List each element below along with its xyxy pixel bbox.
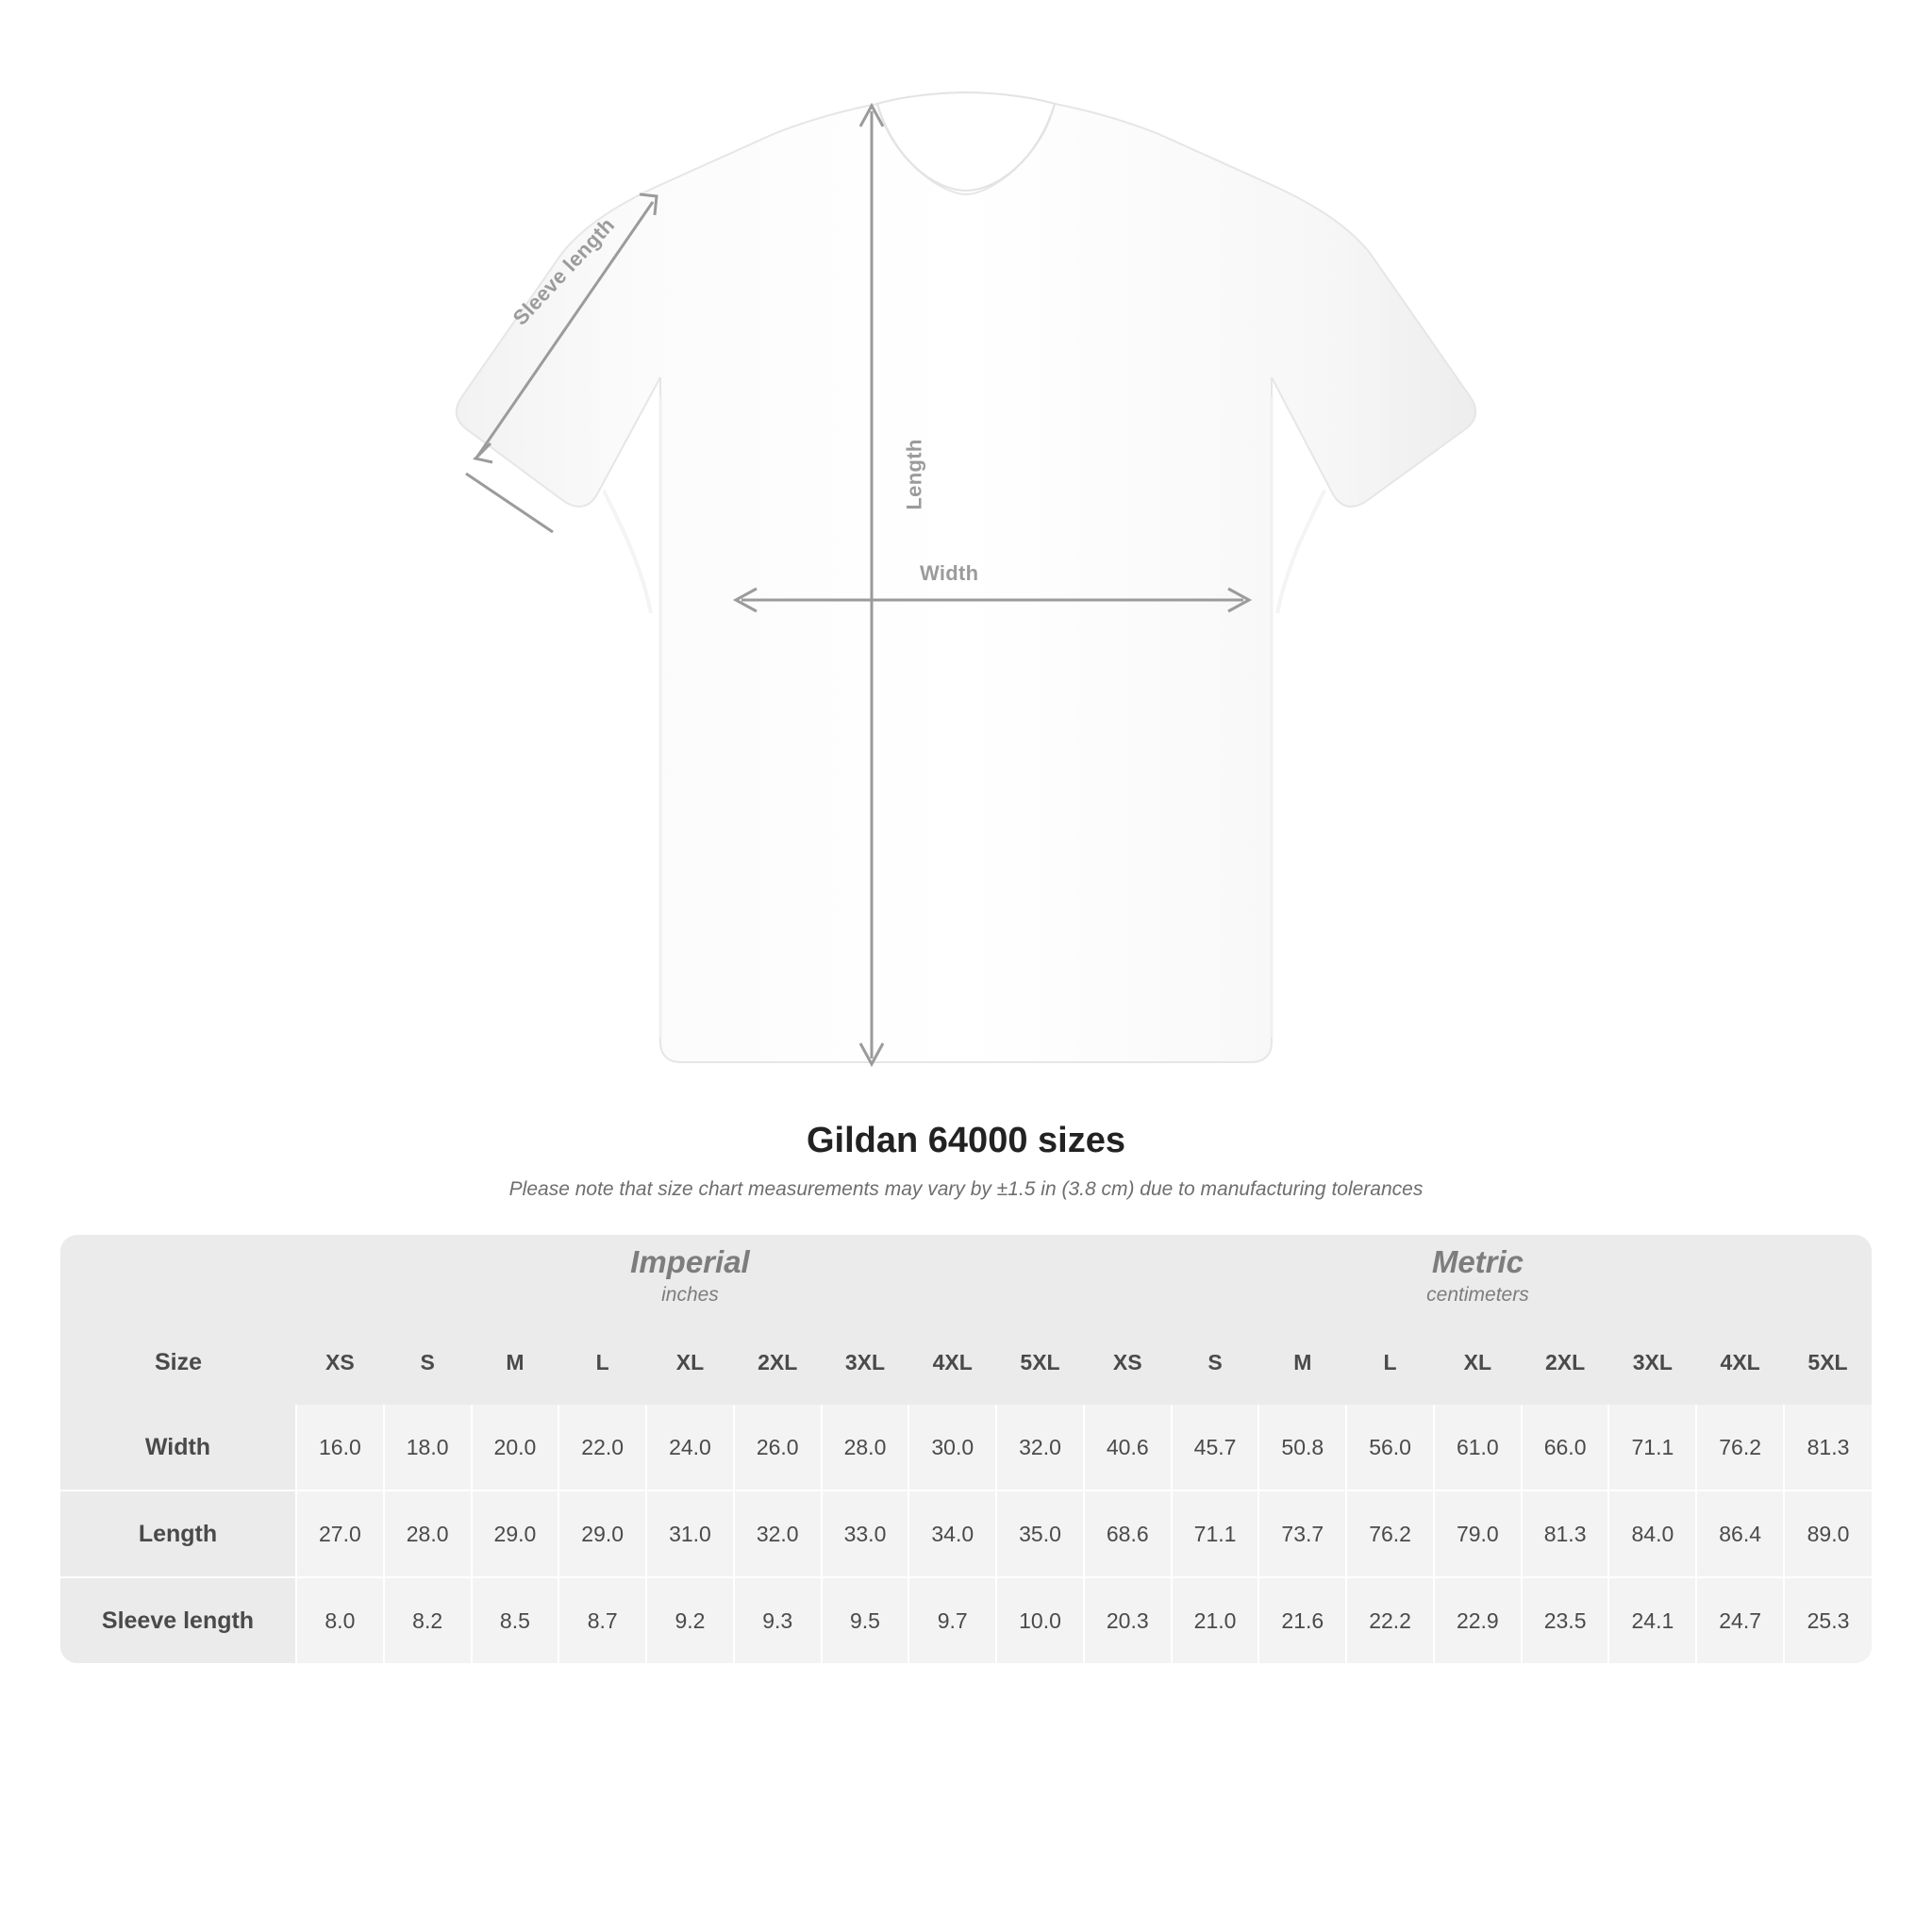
- table-row: [60, 1577, 1872, 1663]
- column-header-metric-xl: XL: [1434, 1320, 1522, 1405]
- unit-group-metric-name: Metric: [1431, 1244, 1524, 1280]
- table-cell: 24.1: [1608, 1577, 1696, 1663]
- table-cell: 71.1: [1608, 1405, 1696, 1491]
- table-cell: 81.3: [1784, 1405, 1872, 1491]
- table-body: [60, 1405, 1872, 1663]
- table-cell: 25.3: [1784, 1577, 1872, 1663]
- table-cell: 79.0: [1434, 1491, 1522, 1577]
- column-header-imperial-5xl: 5XL: [996, 1320, 1084, 1405]
- table-cell: 29.0: [558, 1491, 646, 1577]
- table-cell: 89.0: [1784, 1491, 1872, 1577]
- column-header-metric-3xl: 3XL: [1608, 1320, 1696, 1405]
- table-cell: 30.0: [908, 1405, 996, 1491]
- unit-row-spacer: [60, 1235, 296, 1320]
- table-cell: 9.7: [908, 1577, 996, 1663]
- table-cell: 32.0: [734, 1491, 822, 1577]
- unit-group-row: [60, 1235, 1872, 1320]
- column-header-imperial-4xl: 4XL: [908, 1320, 996, 1405]
- row-header: Width: [60, 1405, 296, 1491]
- table-cell: 24.7: [1696, 1577, 1784, 1663]
- table-row: [60, 1491, 1872, 1577]
- table-cell: 56.0: [1346, 1405, 1434, 1491]
- table-cell: 71.1: [1172, 1491, 1259, 1577]
- table-cell: 68.6: [1084, 1491, 1172, 1577]
- sleeve-length-label: Sleeve length: [508, 212, 620, 330]
- unit-group-imperial: [296, 1235, 1084, 1320]
- column-header-imperial-m: M: [472, 1320, 559, 1405]
- title-block: [0, 1121, 1932, 1201]
- table-row: [60, 1405, 1872, 1491]
- column-header-metric-m: M: [1258, 1320, 1346, 1405]
- table-cell: 35.0: [996, 1491, 1084, 1577]
- unit-group-metric-sub: centimeters: [1426, 1284, 1529, 1307]
- table-cell: 21.0: [1172, 1577, 1259, 1663]
- table-cell: 76.2: [1346, 1491, 1434, 1577]
- length-label: Length: [902, 439, 926, 510]
- table-cell: 45.7: [1172, 1405, 1259, 1491]
- table-cell: 84.0: [1608, 1491, 1696, 1577]
- column-header-metric-l: L: [1346, 1320, 1434, 1405]
- table-cell: 34.0: [908, 1491, 996, 1577]
- size-chart-table-wrapper: [60, 1235, 1872, 1663]
- width-label: Width: [920, 561, 979, 585]
- table-cell: 32.0: [996, 1405, 1084, 1491]
- unit-group-imperial-sub: inches: [661, 1284, 719, 1307]
- table-cell: 23.5: [1522, 1577, 1609, 1663]
- table-cell: 22.9: [1434, 1577, 1522, 1663]
- column-header-imperial-xl: XL: [646, 1320, 734, 1405]
- column-header-imperial-2xl: 2XL: [734, 1320, 822, 1405]
- table-cell: 16.0: [296, 1405, 384, 1491]
- unit-group-imperial-name: Imperial: [630, 1244, 750, 1280]
- table-cell: 40.6: [1084, 1405, 1172, 1491]
- table-cell: 61.0: [1434, 1405, 1522, 1491]
- table-cell: 26.0: [734, 1405, 822, 1491]
- column-header-metric-4xl: 4XL: [1696, 1320, 1784, 1405]
- table-cell: 66.0: [1522, 1405, 1609, 1491]
- table-cell: 86.4: [1696, 1491, 1784, 1577]
- table-cell: 27.0: [296, 1491, 384, 1577]
- table-cell: 8.7: [558, 1577, 646, 1663]
- table-cell: 9.5: [822, 1577, 909, 1663]
- table-cell: 9.2: [646, 1577, 734, 1663]
- table-cell: 28.0: [822, 1405, 909, 1491]
- column-header-imperial-xs: XS: [296, 1320, 384, 1405]
- column-header-metric-xs: XS: [1084, 1320, 1172, 1405]
- table-cell: 21.6: [1258, 1577, 1346, 1663]
- table-cell: 24.0: [646, 1405, 734, 1491]
- column-header-imperial-3xl: 3XL: [822, 1320, 909, 1405]
- column-header-imperial-s: S: [384, 1320, 472, 1405]
- unit-group-metric: [1084, 1235, 1872, 1320]
- table-cell: 22.2: [1346, 1577, 1434, 1663]
- column-header-metric-2xl: 2XL: [1522, 1320, 1609, 1405]
- table-cell: 9.3: [734, 1577, 822, 1663]
- column-header-row: [60, 1320, 1872, 1405]
- table-head: [60, 1235, 1872, 1405]
- table-cell: 8.2: [384, 1577, 472, 1663]
- row-header: Length: [60, 1491, 296, 1577]
- table-cell: 76.2: [1696, 1405, 1784, 1491]
- table-cell: 29.0: [472, 1491, 559, 1577]
- table-cell: 8.0: [296, 1577, 384, 1663]
- table-cell: 20.3: [1084, 1577, 1172, 1663]
- table-cell: 18.0: [384, 1405, 472, 1491]
- table-cell: 50.8: [1258, 1405, 1346, 1491]
- table-cell: 81.3: [1522, 1491, 1609, 1577]
- table-cell: 33.0: [822, 1491, 909, 1577]
- table-cell: 22.0: [558, 1405, 646, 1491]
- table-cell: 20.0: [472, 1405, 559, 1491]
- table-cell: 73.7: [1258, 1491, 1346, 1577]
- size-header: Size: [60, 1320, 296, 1405]
- page-title: Gildan 64000 sizes: [807, 1121, 1125, 1160]
- table-cell: 28.0: [384, 1491, 472, 1577]
- row-header: Sleeve length: [60, 1577, 296, 1663]
- column-header-imperial-l: L: [558, 1320, 646, 1405]
- column-header-metric-5xl: 5XL: [1784, 1320, 1872, 1405]
- table-cell: 8.5: [472, 1577, 559, 1663]
- table-cell: 31.0: [646, 1491, 734, 1577]
- size-chart-table: [60, 1235, 1872, 1663]
- tolerance-note: Please note that size chart measurements may vary by ±1.5 in (3.8 cm) due to manufacturing tolerances: [508, 1178, 1424, 1200]
- column-header-metric-s: S: [1172, 1320, 1259, 1405]
- table-cell: 10.0: [996, 1577, 1084, 1663]
